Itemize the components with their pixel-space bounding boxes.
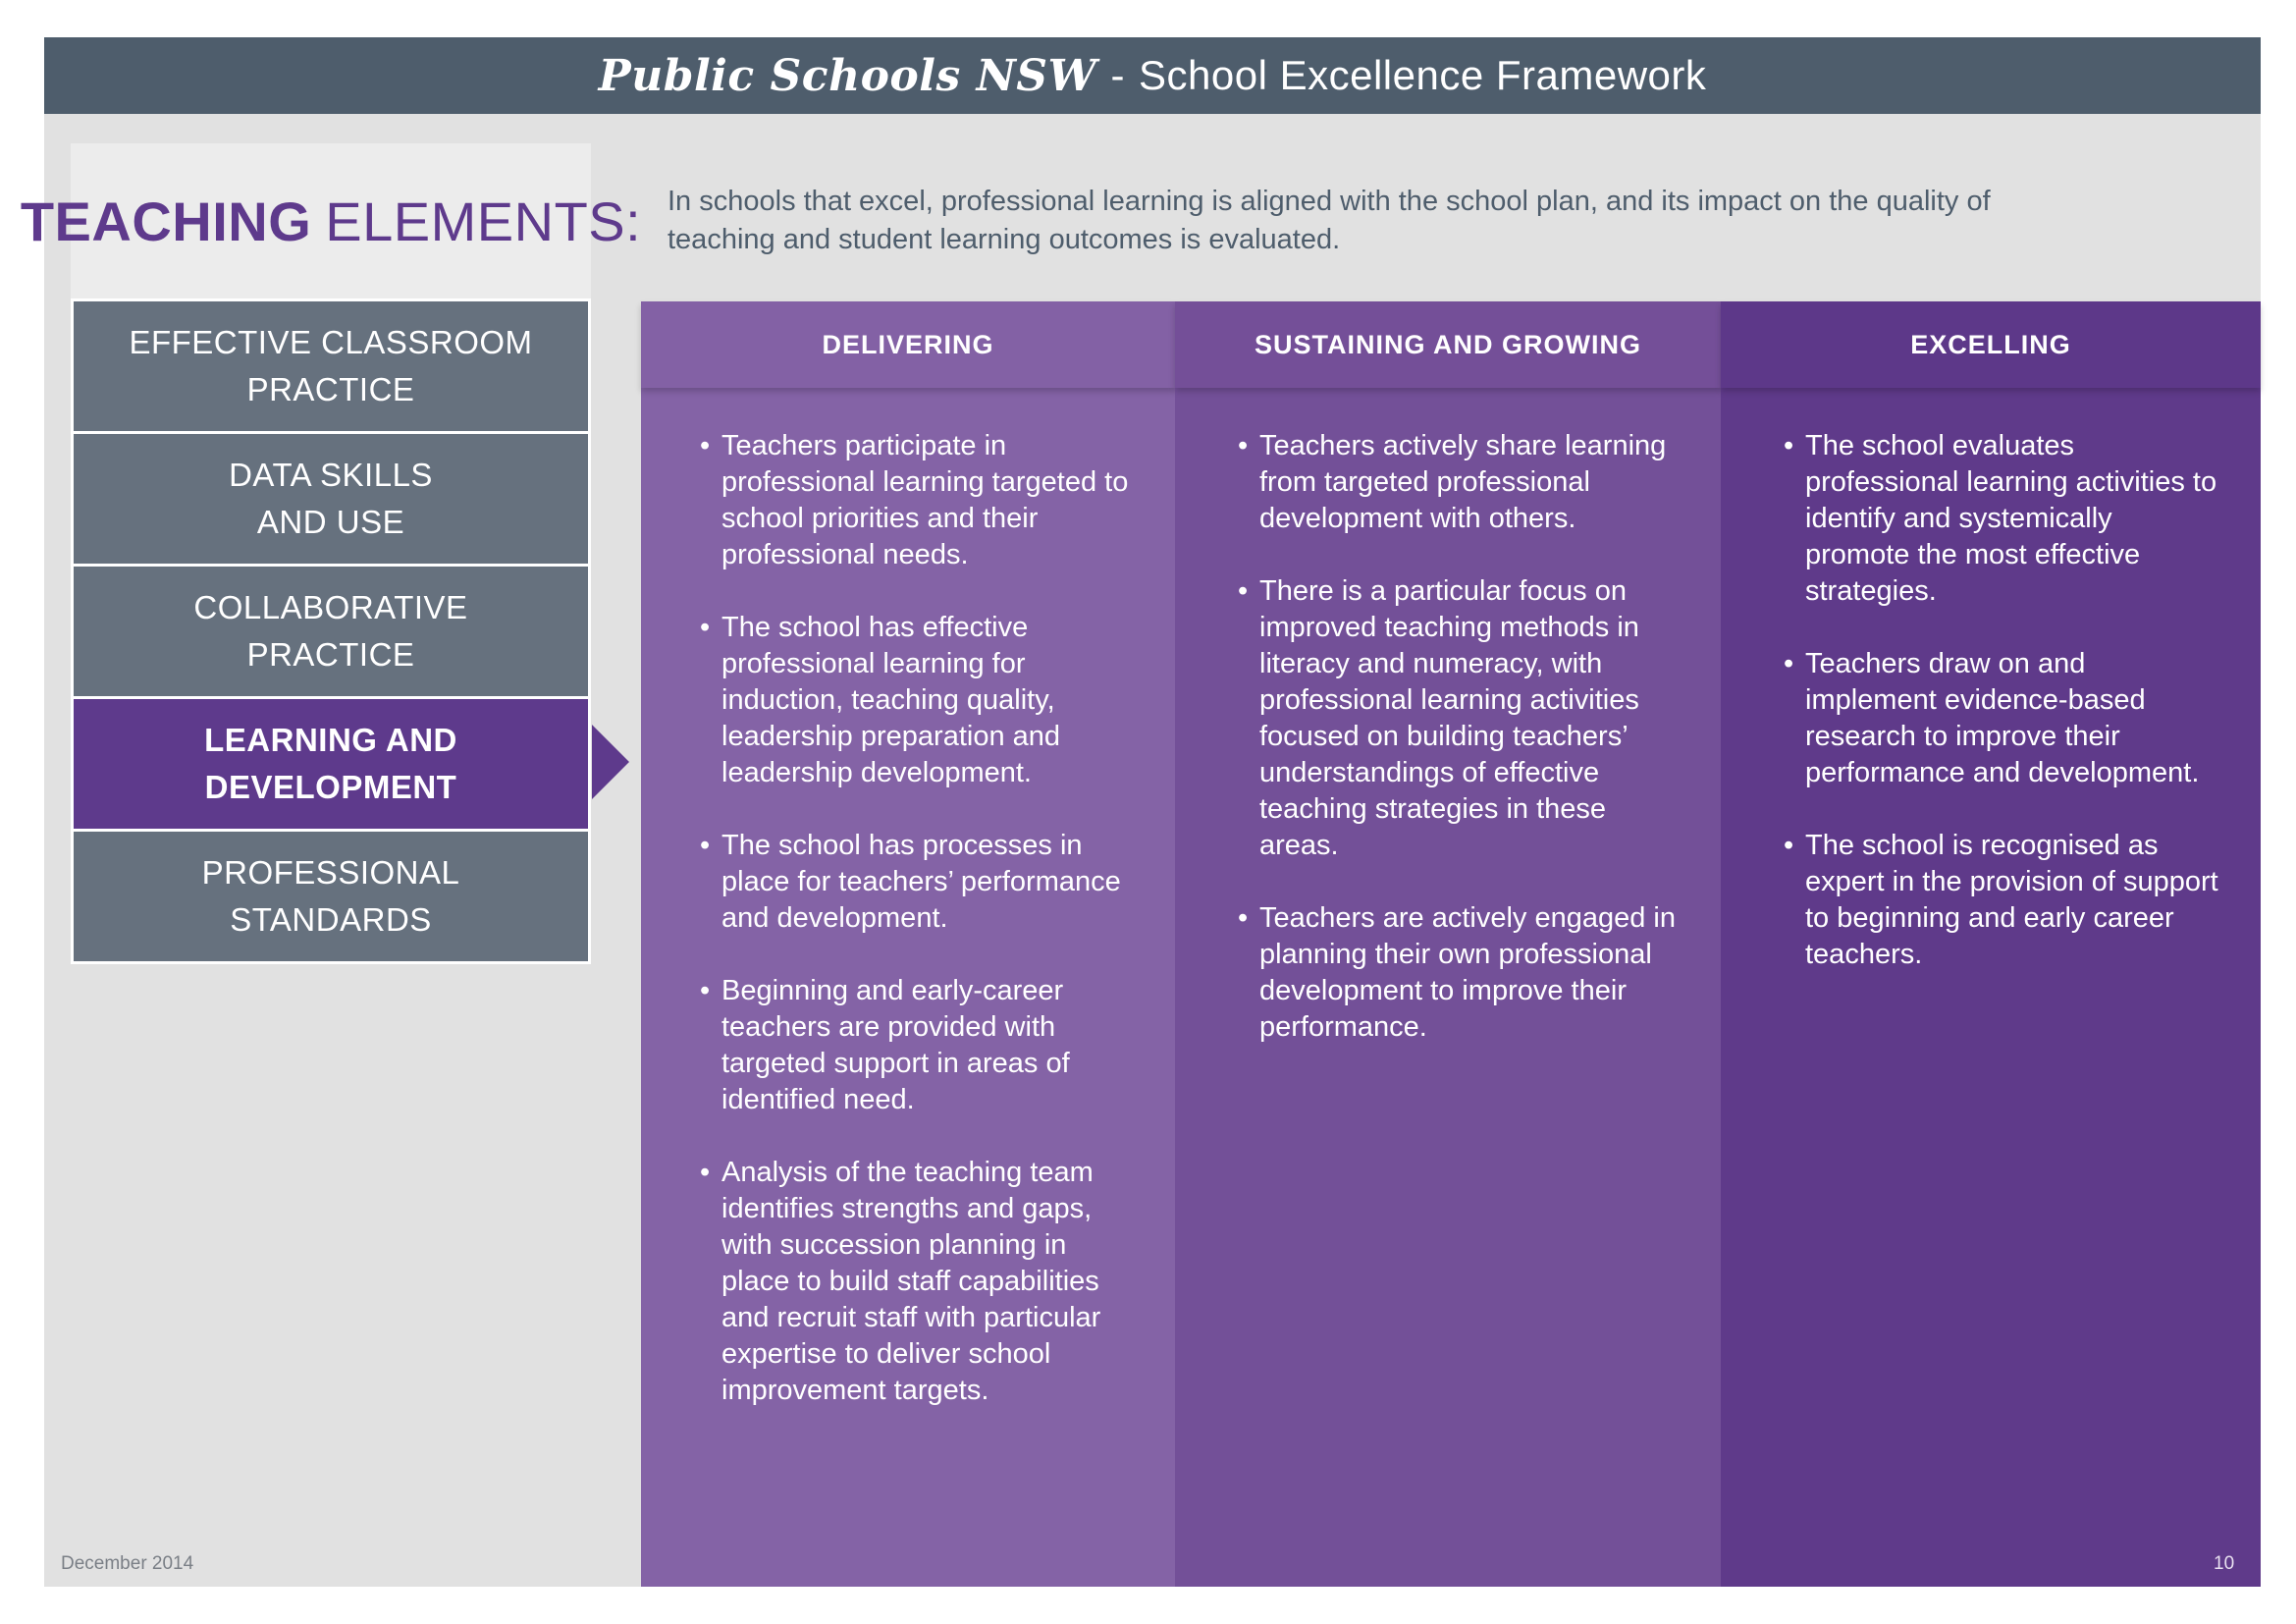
sidebar-title-rest: ELEMENTS: (325, 189, 642, 252)
page-number: 10 (2214, 1553, 2235, 1574)
brand-logo-text: Public Schools NSW (598, 50, 1097, 101)
header-separator: - (1110, 52, 1125, 98)
sidebar-title-bold: TEACHING (20, 189, 312, 252)
nav-item-effective-classroom-practice[interactable]: EFFECTIVE CLASSROOM PRACTICE (74, 301, 588, 431)
bullet-item: • There is a particular focus on improved teaching methods in literacy and numeracy, with professional learning activities focused on building teachers’ understandings of effective teaching strategies in these areas. (1238, 573, 1682, 864)
column-sustaining-and-growing (1175, 301, 1721, 1587)
nav-item-data-skills-and-use[interactable]: DATA SKILLS AND USE (74, 434, 588, 564)
bullet-item: • The school has processes in place for teachers’ performance and development. (700, 828, 1136, 937)
header-title: School Excellence Framework (1138, 52, 1707, 98)
active-pointer-arrow-icon (592, 725, 629, 799)
bullet-item: • The school has effective professional learning for induction, teaching quality, leadership preparation and leadership development. (700, 610, 1136, 791)
header-bar (44, 37, 2261, 114)
intro-statement: In schools that excel, professional learning is aligned with the school plan, and its impact on the quality of teaching and student learning outcomes is evaluated. (667, 186, 1991, 255)
column-heading: DELIVERING (641, 301, 1175, 388)
column-excelling (1721, 301, 2261, 1587)
sidebar-title (20, 143, 642, 298)
column-heading: EXCELLING (1721, 301, 2261, 388)
bullet-item: • Teachers participate in professional learning targeted to school priorities and their professional needs. (700, 428, 1136, 573)
footer-date: December 2014 (61, 1553, 194, 1574)
bullet-list (1721, 388, 2261, 973)
nav-item-learning-and-development[interactable]: LEARNING AND DEVELOPMENT (74, 699, 588, 829)
bullet-list (1175, 388, 1721, 1046)
teaching-elements-nav (71, 298, 591, 964)
bullet-item: • Teachers are actively engaged in planning their own professional development to improve their performance. (1238, 900, 1682, 1046)
column-heading: SUSTAINING AND GROWING (1175, 301, 1721, 388)
nav-item-professional-standards[interactable]: PROFESSIONAL STANDARDS (74, 832, 588, 961)
bullet-item: • Beginning and early-career teachers are provided with targeted support in areas of identified need. (700, 973, 1136, 1118)
bullet-item: • Teachers actively share learning from targeted professional development with others. (1238, 428, 1682, 537)
nav-item-collaborative-practice[interactable]: COLLABORATIVE PRACTICE (74, 567, 588, 696)
bullet-list (641, 388, 1175, 1409)
bullet-item: • Teachers draw on and implement evidence-based research to improve their performance and development. (1784, 646, 2221, 791)
bullet-item: • The school evaluates professional learning activities to identify and systemically promote the most effective strategies. (1784, 428, 2221, 610)
bullet-item: • Analysis of the teaching team identifies strengths and gaps, with succession planning in place to build staff capabilities and recruit staff with particular expertise to deliver school improvement targets. (700, 1155, 1136, 1409)
column-delivering (641, 301, 1175, 1587)
bullet-item: • The school is recognised as expert in the provision of support to beginning and early career teachers. (1784, 828, 2221, 973)
